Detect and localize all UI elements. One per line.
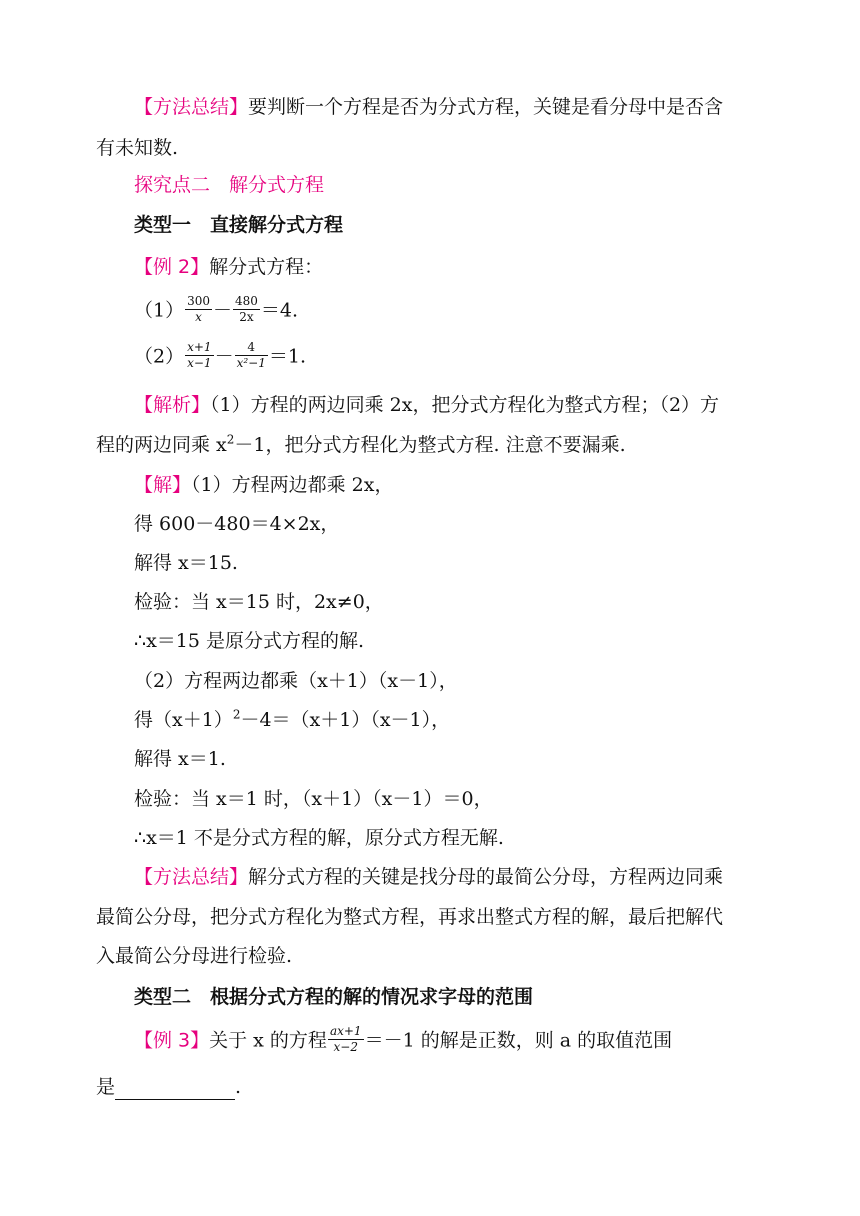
- part-label: （2）: [134, 345, 185, 368]
- numerator: ax+1: [329, 1024, 362, 1038]
- example-3-text: 关于 x 的方程: [209, 1029, 327, 1052]
- denominator: x²−1: [236, 356, 266, 370]
- example-3-text: .: [235, 1076, 242, 1098]
- fraction: [235, 340, 268, 371]
- method-summary-2-line-3: 入最简公分母进行检验.: [96, 945, 293, 967]
- method-summary-2-line-2: 最简公分母，把分式方程化为整式方程，再求出整式方程的解，最后把解代: [96, 906, 724, 928]
- part-label: （1）: [134, 299, 185, 322]
- example-3-line-1: [134, 1026, 672, 1057]
- type-one-title: 类型一 直接解分式方程: [134, 214, 344, 236]
- example-3-text: ＝－1 的解是正数，则 a 的取值范围: [364, 1029, 673, 1052]
- solution-line-2: 得 600－480＝4×2x，: [134, 513, 340, 535]
- solution-text: －4＝（x＋1）（x－1），: [240, 709, 451, 731]
- solution-text: 得（x＋1）: [134, 709, 233, 731]
- numerator: x+1: [187, 340, 212, 354]
- analysis-tag: 【解析】: [134, 394, 211, 416]
- answer-blank[interactable]: [115, 1079, 235, 1100]
- operator: －: [214, 345, 234, 368]
- method-summary-text: 解分式方程的关键是找分母的最简公分母，方程两边同乘: [248, 866, 724, 888]
- example-3-text: 是: [96, 1076, 116, 1098]
- solution-line-5: ∴x＝15 是原分式方程的解.: [134, 630, 365, 652]
- denominator: x−2: [333, 1040, 358, 1054]
- example-3-line-2: [96, 1074, 241, 1100]
- solution-line-6: （2）方程两边都乘（x＋1）（x－1），: [134, 670, 458, 692]
- equation-rhs: ＝1.: [268, 345, 306, 368]
- fraction: [233, 294, 260, 325]
- numerator: 300: [187, 294, 210, 308]
- fraction: [185, 340, 213, 371]
- analysis-text: －1，把分式方程化为整式方程. 注意不要漏乘.: [234, 434, 626, 456]
- superscript: 2: [232, 707, 241, 722]
- example-2-part-2: [134, 342, 306, 373]
- solution-line-8: 解得 x＝1.: [134, 748, 226, 770]
- analysis-text: 程的两边同乘 x: [96, 434, 227, 456]
- solution-line-3: 解得 x＝15.: [134, 552, 238, 574]
- solution-line-10: ∴x＝1 不是分式方程的解，原分式方程无解.: [134, 827, 504, 849]
- method-summary-tag: 【方法总结】: [134, 866, 249, 888]
- example-2-tag: 【例 2】: [134, 256, 210, 278]
- method-summary-1: [134, 94, 723, 120]
- operator: －: [213, 299, 233, 322]
- analysis-text: （1）方程的两边同乘 2x，把分式方程化为整式方程；（2）方: [210, 394, 720, 416]
- equation-rhs: ＝4.: [260, 299, 299, 322]
- solution-line-7: [134, 707, 450, 733]
- section-title: 探究点二 解分式方程: [134, 174, 325, 196]
- denominator: 2x: [239, 310, 254, 324]
- numerator: 4: [235, 340, 268, 356]
- numerator: 480: [235, 294, 258, 308]
- solution-line-4: 检验：当 x＝15 时，2x≠0，: [134, 591, 384, 613]
- method-summary-text: 要判断一个方程是否为分式方程，关键是看分母中是否含: [248, 96, 724, 118]
- solution-text: （1）方程两边都乘 2x，: [191, 474, 394, 496]
- analysis-line-2: [96, 432, 626, 458]
- fraction: [328, 1024, 364, 1055]
- analysis-line-1: [134, 392, 719, 418]
- denominator: x: [195, 310, 202, 324]
- superscript: 2: [226, 432, 235, 447]
- example-3-tag: 【例 3】: [134, 1029, 210, 1052]
- method-summary-2-line-1: [134, 864, 723, 890]
- solution-tag: 【解】: [134, 474, 192, 496]
- solution-line-1: [134, 472, 393, 498]
- example-2-part-1: [134, 296, 298, 327]
- denominator: x−1: [187, 356, 212, 370]
- type-two-title: 类型二 根据分式方程的解的情况求字母的范围: [134, 986, 534, 1008]
- solution-line-9: 检验：当 x＝1 时，（x＋1）（x－1）＝0，: [134, 788, 493, 810]
- method-summary-1-cont: 有未知数.: [96, 137, 179, 159]
- example-2-heading: [134, 254, 323, 280]
- example-2-text: 解分式方程：: [209, 256, 324, 278]
- fraction: [185, 294, 212, 325]
- method-summary-tag: 【方法总结】: [134, 96, 249, 118]
